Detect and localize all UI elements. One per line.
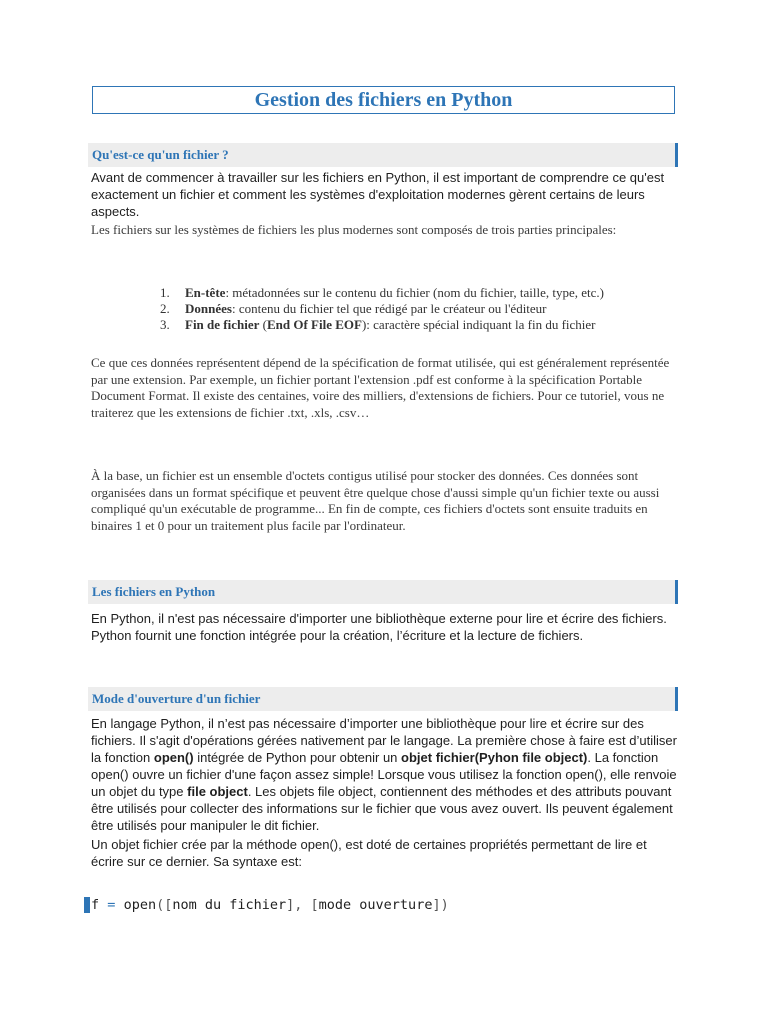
list-term: En-tête (185, 285, 226, 300)
list-number: 3. (160, 317, 170, 332)
section-heading-python-files (88, 580, 678, 604)
bold-file-object: objet fichier(Pyhon file object) (401, 750, 588, 765)
list-item (160, 301, 680, 317)
text-run: intégrée de Python pour obtenir un (193, 750, 402, 765)
list-item (160, 317, 680, 333)
list-text: : métadonnées sur le contenu du fichier (nom du fichier, taille, type, etc.) (225, 285, 604, 300)
section-heading-label: Qu'est-ce qu'un fichier ? (92, 147, 229, 162)
paragraph-open-function (91, 715, 681, 834)
section-heading-label: Mode d'ouverture d'un fichier (92, 691, 261, 706)
text-run: . Les objets file object, contiennent des méthodes et des attributs pouvant être utilisés pour collecter des informations sur le fichier que vous avez ouvert. Ils peuvent également être utilisés pour manipuler le dit fichier. (91, 784, 673, 833)
bold-open: open() (153, 750, 194, 765)
paragraph-python-files: En Python, il n'est pas nécessaire d'importer une bibliothèque externe pour lire et écrire des fichiers. Python fournit une fonction intégrée pour la création, l’écriture et la lecture de fichiers. (91, 611, 667, 643)
file-parts-list (160, 285, 680, 333)
list-text: ): caractère spécial indiquant la fin du fichier (361, 317, 596, 332)
list-text: : contenu du fichier tel que rédigé par le créateur ou l'éditeur (231, 301, 547, 316)
list-term: Fin de fichier (185, 317, 260, 332)
paragraph-syntax: Un objet fichier crée par la méthode open(), est doté de certaines propriétés permettant de lire et écrire sur ce dernier. Sa syntaxe est: (91, 837, 647, 869)
section-heading-what-is-file (88, 143, 678, 167)
paragraph-intro: Avant de commencer à travailler sur les fichiers en Python, il est important de comprendre ce qu'est exactement un fichier et comment les systèmes d'exploitation modernes gèrent certains de leurs aspects. (91, 170, 665, 219)
page-title: Gestion des fichiers en Python (254, 88, 513, 111)
code-equals: = (107, 897, 116, 913)
section-heading-open-mode (88, 687, 678, 711)
list-term-secondary: End Of File EOF (266, 317, 362, 332)
code-arg-mode: mode ouverture (318, 897, 433, 913)
title-box (92, 86, 675, 114)
text-run: . La fonction open() ouvre un fichier d'une façon assez simple! Lorsque vous utilisez la fonction open(), elle renvoie un objet du type (91, 750, 677, 799)
code-syntax-line: f = open ([ nom du fichier ], [ mode ouverture ]) (84, 897, 449, 913)
section-heading-label: Les fichiers en Python (92, 584, 216, 599)
code-arg-filename: nom du fichier (172, 897, 287, 913)
paragraph-format: Ce que ces données représentent dépend de la spécification de format utilisée, qui est généralement représentée par une extension. Par exemple, un fichier portant l'extension .pdf est conforme à la spécification Portable Document Format. Il existe des centaines, voire des milliers, d'extensions de fichiers. Pour ce tutoriel, vous ne traiterez que les extensions de fichier .txt, .xls, .csv… (91, 355, 670, 420)
text-cursor (84, 897, 90, 913)
text-run: En langage Python, il n’est pas nécessaire d’importer une bibliothèque pour lire et écrire sur des fichiers. Il s'agit d'opérations gérées nativement par le langage. La première chose à faire est d’utiliser la fonction (91, 716, 677, 765)
code-function: open (123, 897, 157, 913)
paragraph-bytes: À la base, un fichier est un ensemble d'octets contigus utilisé pour stocker des données. Ces données sont organisées dans un format spécifique et peuvent être quelque chose d'aussi simple qu'un fichier texte ou aussi compliqué qu'un exécutable de programme... En fin de compte, ces fichiers d'octets sont ensuite traduits en binaires 1 et 0 pour un traitement plus facile par l'ordinateur. (91, 468, 660, 533)
bold-file-object-type: file object (187, 784, 248, 799)
list-text: ( (259, 317, 267, 332)
list-term: Données (185, 301, 232, 316)
paragraph-parts: Les fichiers sur les systèmes de fichiers les plus modernes sont composés de trois parties principales: (91, 222, 617, 237)
code-var: f (91, 897, 100, 913)
list-item (160, 285, 680, 301)
list-number: 2. (160, 301, 170, 316)
list-number: 1. (160, 285, 170, 300)
